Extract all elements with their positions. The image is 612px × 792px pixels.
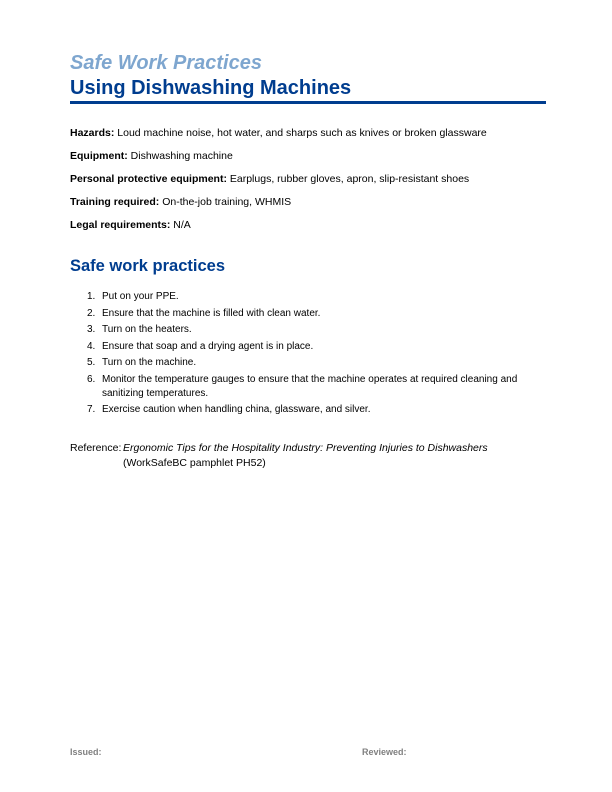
field-ppe [70, 172, 546, 186]
reference-body [123, 441, 550, 471]
reference-title: Ergonomic Tips for the Hospitality Industry: Preventing Injuries to Dishwashers [123, 442, 488, 454]
list-item [70, 323, 546, 337]
issued-label: Issued: [70, 747, 102, 757]
field-value: N/A [173, 219, 191, 231]
field-training [70, 195, 546, 209]
step-number: 4. [87, 340, 96, 352]
field-label: Legal requirements: [70, 219, 171, 231]
list-item [70, 340, 546, 354]
list-item [70, 403, 546, 417]
field-equipment [70, 149, 546, 163]
document-title: Using Dishwashing Machines [70, 77, 352, 99]
step-text: Put on your PPE. [102, 291, 179, 302]
reference [70, 441, 550, 471]
field-label: Training required: [70, 196, 160, 208]
field-value: Dishwashing machine [130, 150, 233, 162]
step-text: Monitor the temperature gauges to ensure that the machine operates at required cleaning and sanitizing temperatures. [102, 373, 518, 399]
section-heading: Safe work practices [70, 257, 225, 275]
field-hazards [70, 126, 546, 140]
title-divider [70, 101, 546, 104]
series-title: Safe Work Practices [70, 52, 262, 74]
hazard-info [70, 126, 546, 241]
field-label: Personal protective equipment: [70, 173, 227, 185]
list-item [70, 356, 546, 370]
step-number: 7. [87, 404, 96, 415]
field-value: Earplugs, rubber gloves, apron, slip-resistant shoes [229, 173, 470, 185]
step-text: Turn on the machine. [102, 357, 197, 368]
steps-list [70, 290, 546, 420]
step-text: Exercise caution when handling china, glassware, and silver. [102, 404, 371, 415]
step-text: Turn on the heaters. [102, 324, 192, 335]
reference-source: (WorkSafeBC pamphlet PH52) [123, 457, 266, 469]
list-item [70, 290, 546, 304]
step-text: Ensure that soap and a drying agent is in place. [102, 340, 314, 352]
field-label: Equipment: [70, 150, 128, 162]
list-item [70, 307, 546, 321]
step-number: 5. [87, 357, 96, 368]
field-label: Hazards: [70, 127, 115, 139]
field-value: On-the-job training, WHMIS [162, 196, 292, 208]
step-number: 3. [87, 324, 96, 335]
reference-label: Reference: [70, 442, 122, 454]
list-item [70, 373, 546, 401]
step-number: 1. [87, 291, 96, 302]
step-number: 2. [87, 307, 96, 319]
reviewed-label: Reviewed: [362, 747, 407, 757]
field-legal [70, 218, 546, 232]
step-number: 6. [87, 373, 96, 385]
document-header [70, 52, 546, 104]
field-value: Loud machine noise, hot water, and sharps such as knives or broken glassware [117, 127, 487, 139]
step-text: Ensure that the machine is filled with clean water. [102, 307, 321, 319]
